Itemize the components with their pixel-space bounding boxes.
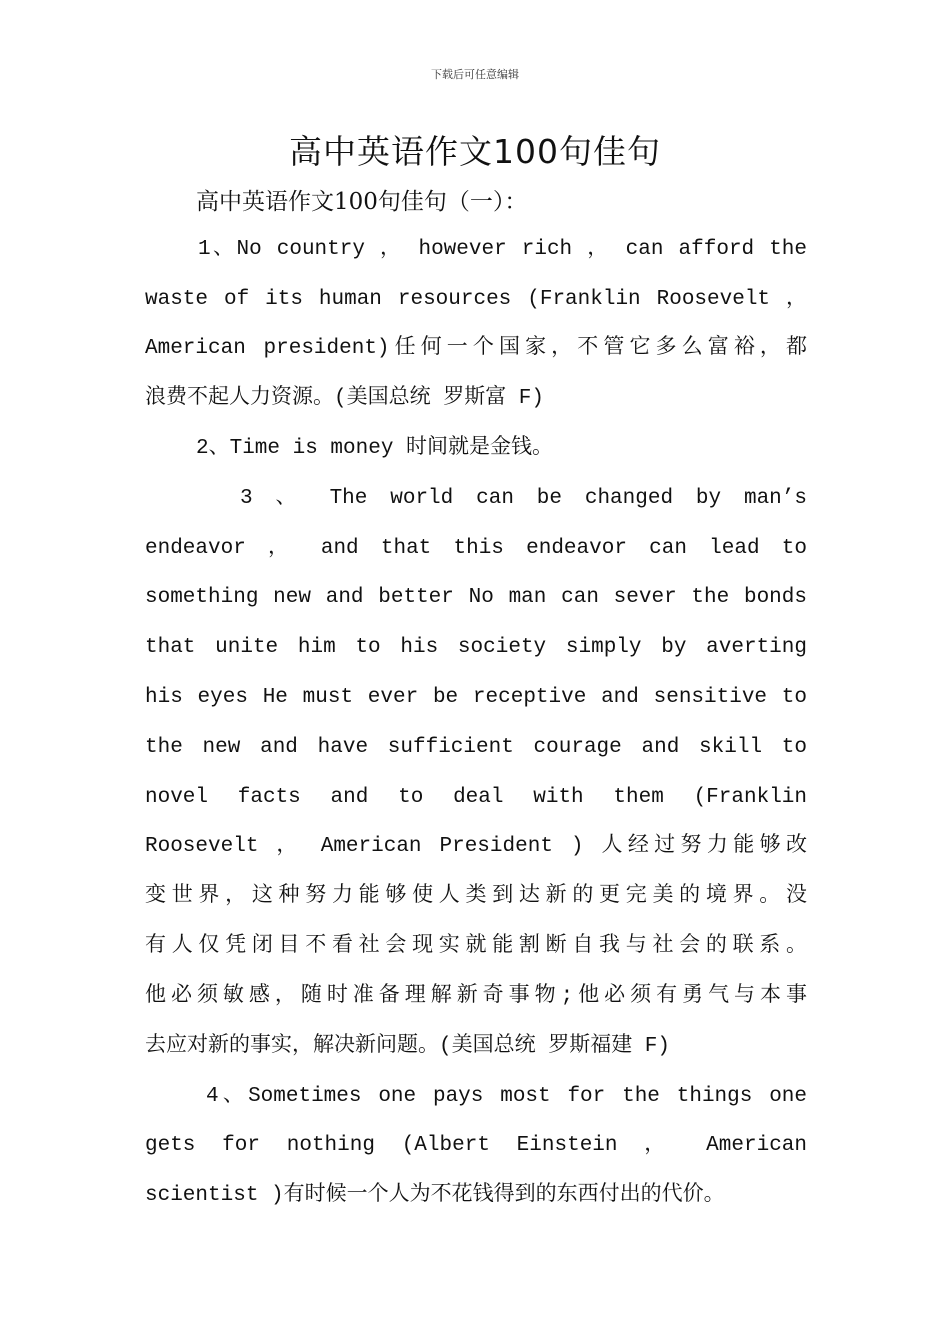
body-line: the new and have sufficient courage and skill to bbox=[145, 736, 807, 759]
document-title: 高中英语作文100句佳句 bbox=[289, 132, 661, 171]
body-line: gets for nothing (Albert Einstein ， American bbox=[145, 1134, 807, 1157]
body-line: his eyes He must ever be receptive and sensitive to bbox=[145, 686, 807, 709]
body-line: waste of its human resources (Franklin Roosevelt ， bbox=[145, 288, 807, 311]
body-line: 他必须敏感，随时准备理解新奇事物;他必须有勇气与本事 bbox=[145, 985, 807, 1008]
body-line: 1、No country ， however rich ， can afford the bbox=[198, 238, 807, 261]
body-line: 去应对新的事实，解决新问题。(美国总统 罗斯福建 F) bbox=[145, 1035, 671, 1058]
body-line: novel facts and to deal with them (Franklin bbox=[145, 786, 807, 809]
body-line: 浪费不起人力资源。(美国总统 罗斯富 F) bbox=[145, 387, 545, 410]
body-line: 2、Time is money 时间就是金钱。 bbox=[196, 437, 554, 460]
body-line: Roosevelt ， American President ) 人经过努力能够改 bbox=[145, 835, 807, 858]
body-line: that unite him to his society simply by averting bbox=[145, 636, 807, 659]
body-line: 有人仅凭闭目不看社会现实就能割断自我与社会的联系。 bbox=[145, 935, 807, 958]
body-line: 4、Sometimes one pays most for the things one bbox=[206, 1085, 807, 1108]
body-line: something new and better No man can sever the bonds bbox=[145, 586, 807, 609]
body-line: 3 、 The world can be changed by man’s bbox=[240, 487, 807, 510]
section-subtitle: 高中英语作文100句佳句（一）： bbox=[196, 189, 528, 215]
body-line: endeavor ， and that this endeavor can lead to bbox=[145, 537, 807, 560]
body-line: American president)任何一个国家，不管它多么富裕，都 bbox=[145, 337, 807, 360]
body-line: scientist )有时候一个人为不花钱得到的东西付出的代价。 bbox=[145, 1184, 725, 1207]
body-line: 变世界，这种努力能够使人类到达新的更完美的境界。没 bbox=[145, 885, 807, 908]
page-header-note: 下载后可任意编辑 bbox=[431, 68, 519, 81]
